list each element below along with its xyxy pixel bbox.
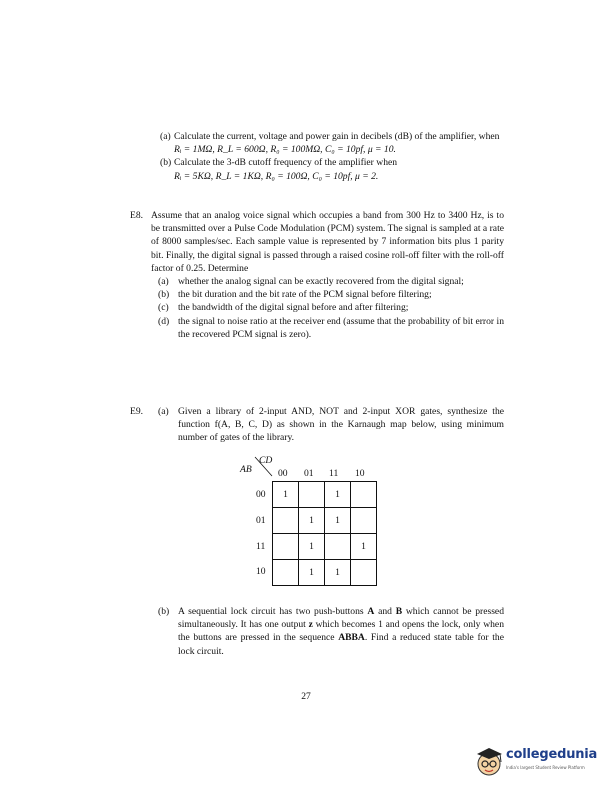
kmap-row-header: 11 — [256, 541, 266, 552]
button-a-name: A — [367, 606, 375, 617]
kmap-cell: 1 — [273, 482, 299, 508]
q7-a-text: Calculate the current, voltage and power gain in decibels (dB) of the amplifier, when — [174, 131, 500, 142]
q7-a-label: (a) — [160, 131, 171, 142]
kmap-row — [273, 560, 377, 586]
e9-b-text-part: which becomes 1 and opens the lock, only when the buttons are pressed in the sequence — [178, 619, 504, 644]
kmap-cell — [351, 508, 377, 534]
e9-b-text-part: A sequential lock circuit has two push-buttons — [178, 606, 368, 617]
q7-a-conditions: Rᵢ = 1MΩ, R_L = 600Ω, R₀ = 100MΩ, C₀ = 10pf, μ = 10. — [174, 144, 396, 156]
kmap-cell: 1 — [325, 560, 351, 586]
kmap-cell — [273, 508, 299, 534]
kmap-cell: 1 — [299, 560, 325, 586]
collegedunia-logo — [474, 743, 604, 783]
e8-label: E8. — [130, 210, 144, 221]
e9-b-text — [178, 605, 504, 658]
kmap-row — [273, 508, 377, 534]
kmap-cell: 1 — [299, 508, 325, 534]
kmap-row — [273, 482, 377, 508]
kmap-cell — [299, 482, 325, 508]
output-z-name: z — [308, 619, 313, 631]
kmap-cell — [273, 560, 299, 586]
kmap-row-header: 00 — [256, 489, 266, 500]
e9-label: E9. — [130, 406, 144, 417]
page-number: 27 — [301, 691, 311, 702]
kmap-cell — [351, 482, 377, 508]
kmap-cell: 1 — [351, 534, 377, 560]
e9-b-text-part: which cannot be pressed simultaneously. It has one output — [178, 606, 504, 631]
kmap-col-header: 10 — [355, 468, 365, 479]
kmap-cell — [273, 534, 299, 560]
kmap-cell: 1 — [299, 534, 325, 560]
mascot-icon — [474, 743, 506, 779]
e8-intro: Assume that an analog voice signal which occupies a band from 300 Hz to 3400 Hz, is to be transmitted over a Pulse Code Modulation (PCM) system. The signal is sampled at a rate of 8000 samples/sec. Each sample value is represented by 7 information bits plus 1 parity bit. Finally, the digital signal is passed through a raised cosine roll-off filter with the roll-off factor of 0.25. Determine — [151, 210, 504, 274]
e8-b-text: the bit duration and the bit rate of the PCM signal before filtering; — [178, 289, 432, 301]
e9-b-text-part: . Find a reduced state table for the lock circuit. — [178, 632, 504, 657]
q7-b-label: (b) — [160, 157, 172, 169]
kmap-grid — [272, 481, 377, 586]
e8-c-text: the bandwidth of the digital signal before and after filtering; — [178, 302, 409, 314]
kmap-cell — [325, 534, 351, 560]
e8-b-label: (b) — [158, 289, 170, 301]
e9-a-text: Given a library of 2-input AND, NOT and 2-input XOR gates, synthesize the function f(A, B, C, D) as shown in the Karnaugh map below, using minimum number of gates of the library. — [178, 406, 504, 444]
e8-a-label: (a) — [158, 276, 169, 288]
kmap-col-header: 11 — [329, 468, 339, 479]
kmap-row-header: 10 — [256, 566, 266, 577]
kmap-row-var: AB — [240, 464, 252, 475]
e8-d-text: the signal to noise ratio at the receiver end (assume that the probability of bit error in the recovered PCM signal is zero). — [178, 315, 504, 340]
e8-d-label: (d) — [158, 315, 170, 327]
button-b-name: B — [395, 606, 403, 617]
logo-tagline: India's largest Student Review Platform — [506, 765, 585, 770]
q7-b-text: Calculate the 3-dB cutoff frequency of the amplifier when — [174, 157, 398, 169]
e9-b-label: (b) — [158, 606, 170, 617]
kmap-row — [273, 534, 377, 560]
kmap-col-header: 01 — [304, 468, 314, 479]
kmap-row-header: 01 — [256, 515, 266, 526]
kmap-cell — [351, 560, 377, 586]
e8-a-text: whether the analog signal can be exactly recovered from the digital signal; — [178, 276, 464, 288]
e9-b-text-part: and — [374, 606, 396, 617]
kmap-cell: 1 — [325, 482, 351, 508]
kmap-col-var: CD — [259, 455, 273, 466]
e8-c-label: (c) — [158, 302, 169, 314]
question-e9-part-b — [158, 605, 504, 658]
kmap-cell: 1 — [325, 508, 351, 534]
logo-name: collegedunia — [506, 747, 598, 762]
button-sequence: ABBA — [338, 632, 365, 644]
e9-a-label: (a) — [158, 406, 169, 417]
kmap-col-header: 00 — [278, 468, 288, 479]
q7-b-conditions: Rᵢ = 5KΩ, R_L = 1KΩ, R₀ = 100Ω, C₀ = 10pf, μ = 2. — [174, 170, 379, 182]
